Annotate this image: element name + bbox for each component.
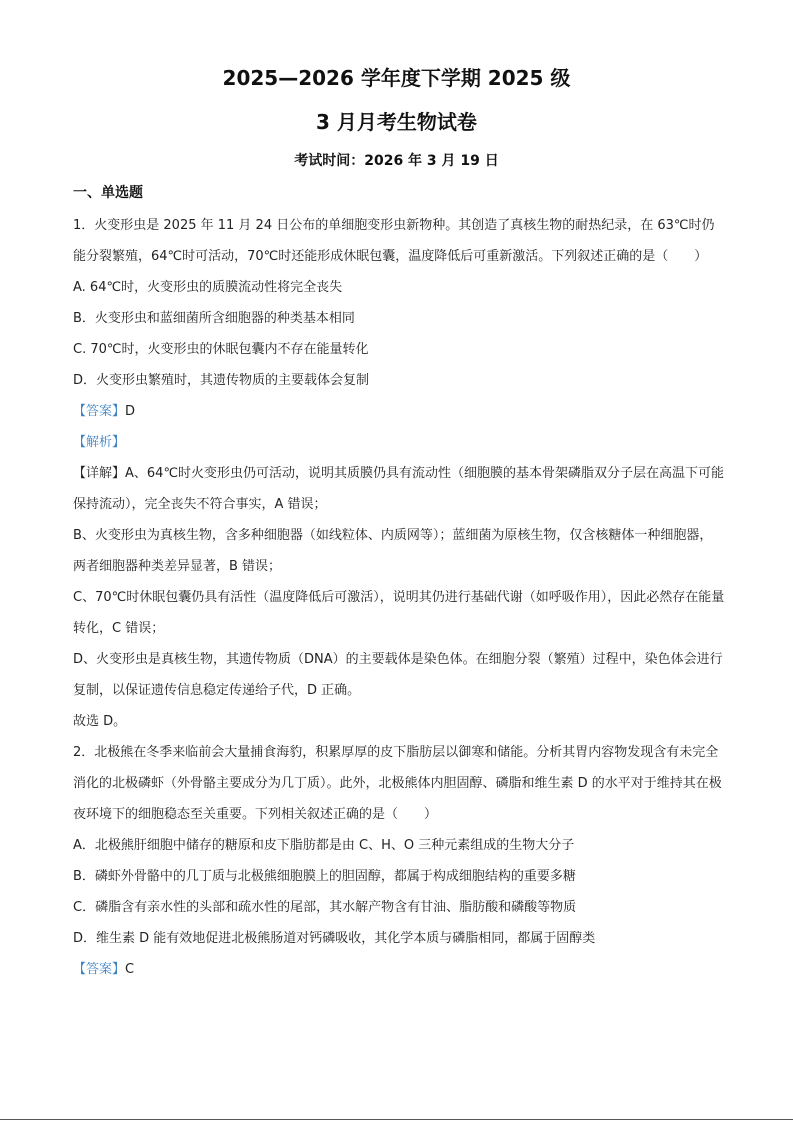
question-2-stem: 2．北极熊在冬季来临前会大量捕食海豹，积累厚厚的皮下脂肪层以御寒和储能。分析其胃内容物发现含有未完全消化的北极磷虾（外骨骼主要成分为几丁质）。此外，北极熊体内胆固醇、磷脂和维生素 D 的水平对于维持其在极夜环境下的细胞稳态至关重要。下列相关叙述正确的是（ ） <box>73 745 722 822</box>
question-1-stem: 1．火变形虫是 2025 年 11 月 24 日公布的单细胞变形虫新物种。其创造了真核生物的耐热纪录，在 63℃时仍能分裂繁殖，64℃时可活动，70℃时还能形成休眠包囊，温度降低后可重新激活。下列叙述正确的是（ ） <box>73 218 715 264</box>
question-1-detail-d: D、火变形虫是真核生物，其遗传物质（DNA）的主要载体是染色体。在细胞分裂（繁殖）过程中，染色体会进行复制，以保证遗传信息稳定传递给子代，D 正确。 <box>73 652 723 698</box>
exam-title-line2: 3 月月考生物试卷 <box>316 110 477 134</box>
detail-text: A、64℃时火变形虫仍可活动，说明其质膜仍具有流动性（细胞膜的基本骨架磷脂双分子层在高温下可能保持流动），完全丧失不符合事实，A 错误； <box>73 466 725 512</box>
question-1-detail-b: B、火变形虫为真核生物，含多种细胞器（如线粒体、内质网等）；蓝细菌为原核生物，仅含核糖体一种细胞器，两者细胞器种类差异显著，B 错误； <box>73 528 713 574</box>
detail-label: 【详解】 <box>73 466 126 481</box>
question-2-option-a: A．北极熊肝细胞中储存的糖原和皮下脂肪都是由 C、H、O 三种元素组成的生物大分子 <box>73 838 575 853</box>
question-1-answer <box>73 396 725 427</box>
question-1-option-b: B．火变形虫和蓝细菌所含细胞器的种类基本相同 <box>73 311 355 326</box>
section-title: 一、单选题 <box>73 185 143 201</box>
analysis-tag: 【解析】 <box>73 435 126 450</box>
exam-title-line1: 2025—2026 学年度下学期 2025 级 <box>222 66 571 90</box>
question-1-option-a: A. 64℃时，火变形虫的质膜流动性将完全丧失 <box>73 280 343 295</box>
question-1-conclusion: 故选 D。 <box>73 714 127 729</box>
answer-tag: 【答案】 <box>73 962 126 977</box>
question-1-option-c: C. 70℃时，火变形虫的休眠包囊内不存在能量转化 <box>73 342 369 357</box>
question-2-answer <box>73 954 725 985</box>
question-2-option-d: D．维生素 D 能有效地促进北极熊肠道对钙磷吸收，其化学本质与磷脂相同，都属于固醇类 <box>73 931 596 946</box>
question-1-detail-c: C、70℃时休眠包囊仍具有活性（温度降低后可激活），说明其仍进行基础代谢（如呼吸作用），因此必然存在能量转化，C 错误； <box>73 590 725 636</box>
answer-tag: 【答案】 <box>73 404 126 419</box>
exam-time: 考试时间：2026 年 3 月 19 日 <box>294 153 499 169</box>
question-2-option-b: B．磷虾外骨骼中的几丁质与北极熊细胞膜上的胆固醇，都属于构成细胞结构的重要多糖 <box>73 869 576 884</box>
question-1-detail-a <box>73 458 725 520</box>
answer-value: D <box>125 404 136 419</box>
question-2-option-c: C．磷脂含有亲水性的头部和疏水性的尾部，其水解产物含有甘油、脂肪酸和磷酸等物质 <box>73 900 577 915</box>
questions-body <box>73 210 725 985</box>
answer-value: C <box>125 962 135 977</box>
question-1-analysis-tag <box>73 427 725 458</box>
page-bottom-rule <box>0 1119 793 1120</box>
question-1-option-d: D．火变形虫繁殖时，其遗传物质的主要载体会复制 <box>73 373 370 388</box>
